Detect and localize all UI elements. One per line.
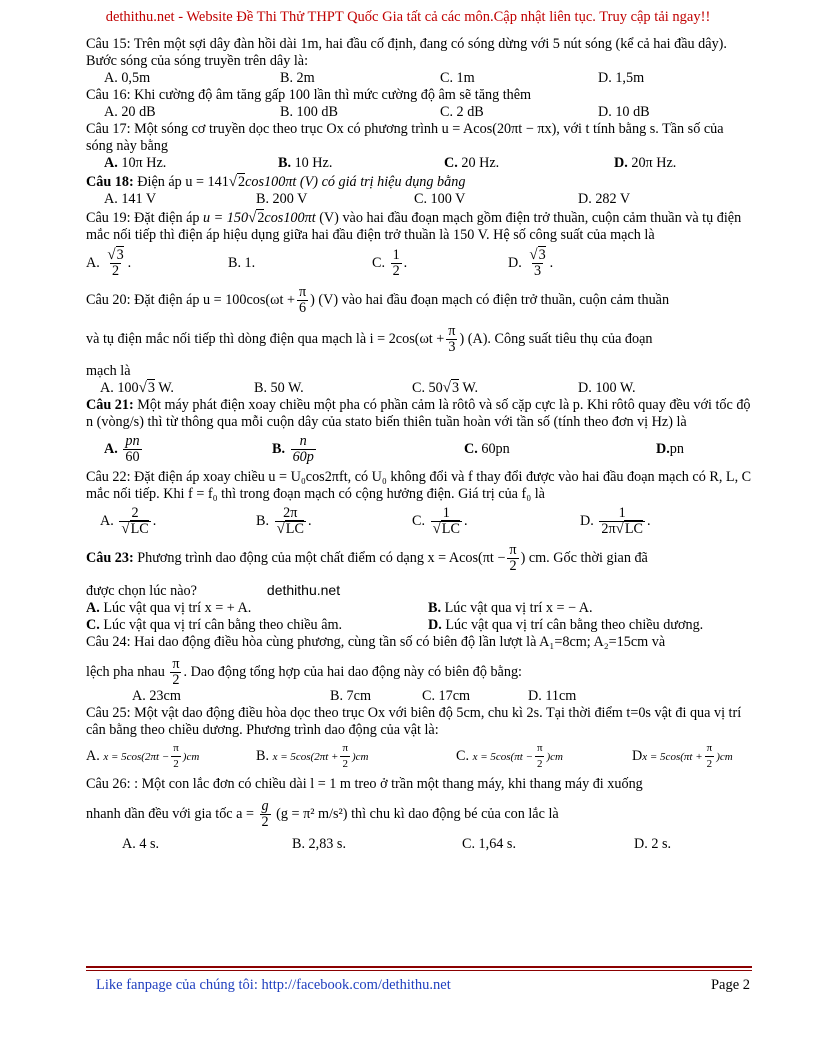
question-17-options [104,155,752,172]
option-d[interactable]: D. 282 V [578,191,631,207]
option-b[interactable]: B. 7cm [330,688,371,704]
option-d[interactable]: Dx = 5cos(πt + $\frac{\pi}{2}$ )cm [632,742,733,770]
question-24-stem: Câu 24: Hai dao động điều hòa cùng phương, cùng tần số có biên độ lần lượt là A₁=8cm; A₂=15cm và [86,634,666,650]
footer-link[interactable]: Like fanpage của chúng tôi: http://facebook.com/dethithu.net [96,977,451,993]
question-24-line2: lệch pha nhau $\frac{\pi}{2}$ . Dao động tổng hợp của hai dao động này có biên độ bằng: [86,656,522,688]
option-c[interactable]: C. 50√3 W. [412,380,479,396]
question-21-options [104,434,752,465]
question-list [86,36,752,853]
question-21-stem: Câu 21: Một máy phát điện xoay chiều một pha có phần cảm là rôtô và số cặp cực là p. Khi rôtô quay đều với tốc độ n (vòng/s) thì từ thông qua mỗi cuộn dây của stato biến thiên tuần hoàn với tần số (tính theo đơn vị Hz) là [86,397,751,430]
site-header[interactable]: dethithu.net - Website Đề Thi Thử THPT Quốc Gia tất cả các môn.Cập nhật liên tục. Truy cập tải ngay!! [105,9,711,25]
option-b[interactable]: B. 50 W. [254,380,304,396]
question-18-stem: Câu 18: Điện áp u = 141√2cos100πt (V) có giá trị hiệu dụng bằng [86,174,466,190]
question-20-stem: Câu 20: Đặt điện áp u = 100cos(ωt + $\frac{\pi}{6}$ ) (V) vào hai đầu đoạn mạch có điện trở thuần, cuộn cảm thuần [86,284,670,316]
option-b[interactable]: B. 200 V [256,191,308,207]
question-15-stem: Câu 15: Trên một sợi dây đàn hồi dài 1m, hai đầu cố định, đang có sóng dừng với 5 nút sóng (kể cả hai đầu dây). Bước sóng của sóng truyền trên dây là: [86,36,727,69]
question-25-stem: Câu 25: Một vật dao động điều hòa dọc theo trục Ox với biên độ 5cm, chu kì 2s. Tại thời điểm t=0s vật đi qua vị trí cân bằng theo chiều dương. Phương trình dao động của vật là: [86,705,742,738]
question-20-options [100,380,752,397]
option-a[interactable]: A. 20 dB [104,104,156,120]
question-16-stem: Câu 16: Khi cường độ âm tăng gấp 100 lần thì mức cường độ âm sẽ tăng thêm [86,87,532,103]
option-a[interactable]: A. 4 s. [122,836,160,852]
option-d[interactable]: D. Lúc vật qua vị trí cân bằng theo chiều dương. [428,617,704,633]
question-22-stem: Câu 22: Đặt điện áp xoay chiều u = U₀cos2πft, có U₀ không đổi và f thay đổi được vào hai đầu đoạn mạch có R, L, C mắc nối tiếp. Khi f = f₀ thì trong đoạn mạch có cộng hưởng điện. Giá trị của f₀ là [86,469,752,502]
option-a[interactable]: A. $\frac{√3}{2}$ . [86,247,132,279]
question-19-options [86,248,752,279]
question-15-options [104,70,752,87]
question-20-line2: và tụ điện mắc nối tiếp thì dòng điện qua mạch là i = 2cos(ωt + $\frac{\pi}{3}$ ) (A). Công suất tiêu thụ của đoạn [86,323,653,355]
option-c[interactable]: C. 2 dB [440,104,484,120]
question-20-line3: mạch là [86,363,131,379]
option-b[interactable]: B. x = 5cos(2πt + $\frac{\pi}{2}$ )cm [256,742,369,770]
option-d[interactable]: D. 10 dB [598,104,650,120]
question-23-line2: được chọn lúc nào? dethithu.net [86,582,341,599]
option-b[interactable]: B. 2m [280,70,315,86]
question-25-options [86,741,752,772]
option-a[interactable]: A. 100√3 W. [100,380,174,396]
footer-divider [86,966,752,971]
option-b[interactable]: B. 1. [228,255,256,271]
divider-line [86,966,752,968]
option-c[interactable]: C. 1m [440,70,475,86]
option-a[interactable]: A. 23cm [132,688,181,704]
option-a[interactable]: A. x = 5cos(2πt − $\frac{\pi}{2}$ )cm [86,742,200,770]
option-c[interactable]: C. Lúc vật qua vị trí cân bằng theo chiều âm. [86,617,343,633]
question-17-stem: Câu 17: Một sóng cơ truyền dọc theo trục Ox có phương trình u = Acos(20πt − πx), với t tính bằng s. Tần số của sóng này bằng [86,121,724,154]
question-26-line2: nhanh dần đều với gia tốc a = $\frac{g}{2}$ (g = π² m/s²) thì chu kì dao động bé của con lắc là [86,798,559,830]
option-d[interactable]: D. 2 s. [634,836,672,852]
option-b[interactable]: B. $\frac{2\pi}{√LC}$ . [256,505,312,537]
option-d[interactable]: D. 20π Hz. [614,155,677,171]
option-c[interactable]: C. 100 V [414,191,466,207]
option-b[interactable]: B. 2,83 s. [292,836,346,852]
option-d[interactable]: D. 100 W. [578,380,636,396]
option-a[interactable]: A. 0,5m [104,70,151,86]
option-c[interactable]: C. $\frac{1}{2}$ . [372,247,408,279]
option-a[interactable]: A. $\frac{pn}{60}$ [104,433,140,465]
option-c[interactable]: C. 1,64 s. [462,836,516,852]
option-c[interactable]: C. x = 5cos(πt − $\frac{\pi}{2}$ )cm [456,742,563,770]
option-c[interactable]: C. 60pn [464,441,510,457]
page-number: Page 2 [710,977,750,993]
option-b[interactable]: B. $\frac{n}{60p}$ [272,433,314,465]
question-24-options [132,688,752,705]
option-b[interactable]: B. 100 dB [280,104,338,120]
option-d[interactable]: D. $\frac{1}{2\pi√LC}$ . [580,505,651,537]
question-26-options [122,836,752,853]
option-a[interactable]: A. Lúc vật qua vị trí x = + A. [86,600,252,616]
option-a[interactable]: A. 141 V [104,191,157,207]
question-23-options-ab [86,600,752,617]
question-26-stem: Câu 26: : Một con lắc đơn có chiều dài l = 1 m treo ở trần một thang máy, khi thang máy đi xuống [86,776,643,792]
option-d[interactable]: D.pn [656,441,684,457]
question-22-options [100,506,752,537]
option-c[interactable]: C. 20 Hz. [444,155,500,171]
option-d[interactable]: D. 1,5m [598,70,645,86]
option-b[interactable]: B. Lúc vật qua vị trí x = − A. [428,600,593,616]
question-18-options [104,191,752,208]
option-a[interactable]: A. 10π Hz. [104,155,167,171]
question-23-options-cd [86,617,752,634]
divider-line-thin [86,970,752,971]
watermark-text: dethithu.net [266,582,341,598]
option-a[interactable]: A. $\frac{2}{√LC}$ . [100,505,157,537]
question-23-stem: Câu 23: Phương trình dao động của một chất điểm có dạng x = Acos(πt − $\frac{\pi}{2}$ ) cm. Gốc thời gian đã [86,542,648,574]
option-c[interactable]: C. 17cm [422,688,471,704]
option-d[interactable]: D. $\frac{√3}{3}$ . [508,247,554,279]
option-b[interactable]: B. 10 Hz. [278,155,333,171]
option-c[interactable]: C. $\frac{1}{√LC}$ . [412,505,468,537]
question-16-options [104,104,752,121]
option-d[interactable]: D. 11cm [528,688,577,704]
question-19-stem: Câu 19: Đặt điện áp u = 150√2cos100πt (V) vào hai đầu đoạn mạch gồm điện trở thuần, cuộn cảm thuần và tụ điện mắc nối tiếp thì điện áp hiệu dụng giữa hai đầu điện trở thuần là 150 V. Hệ số công suất của mạch là [86,210,742,243]
